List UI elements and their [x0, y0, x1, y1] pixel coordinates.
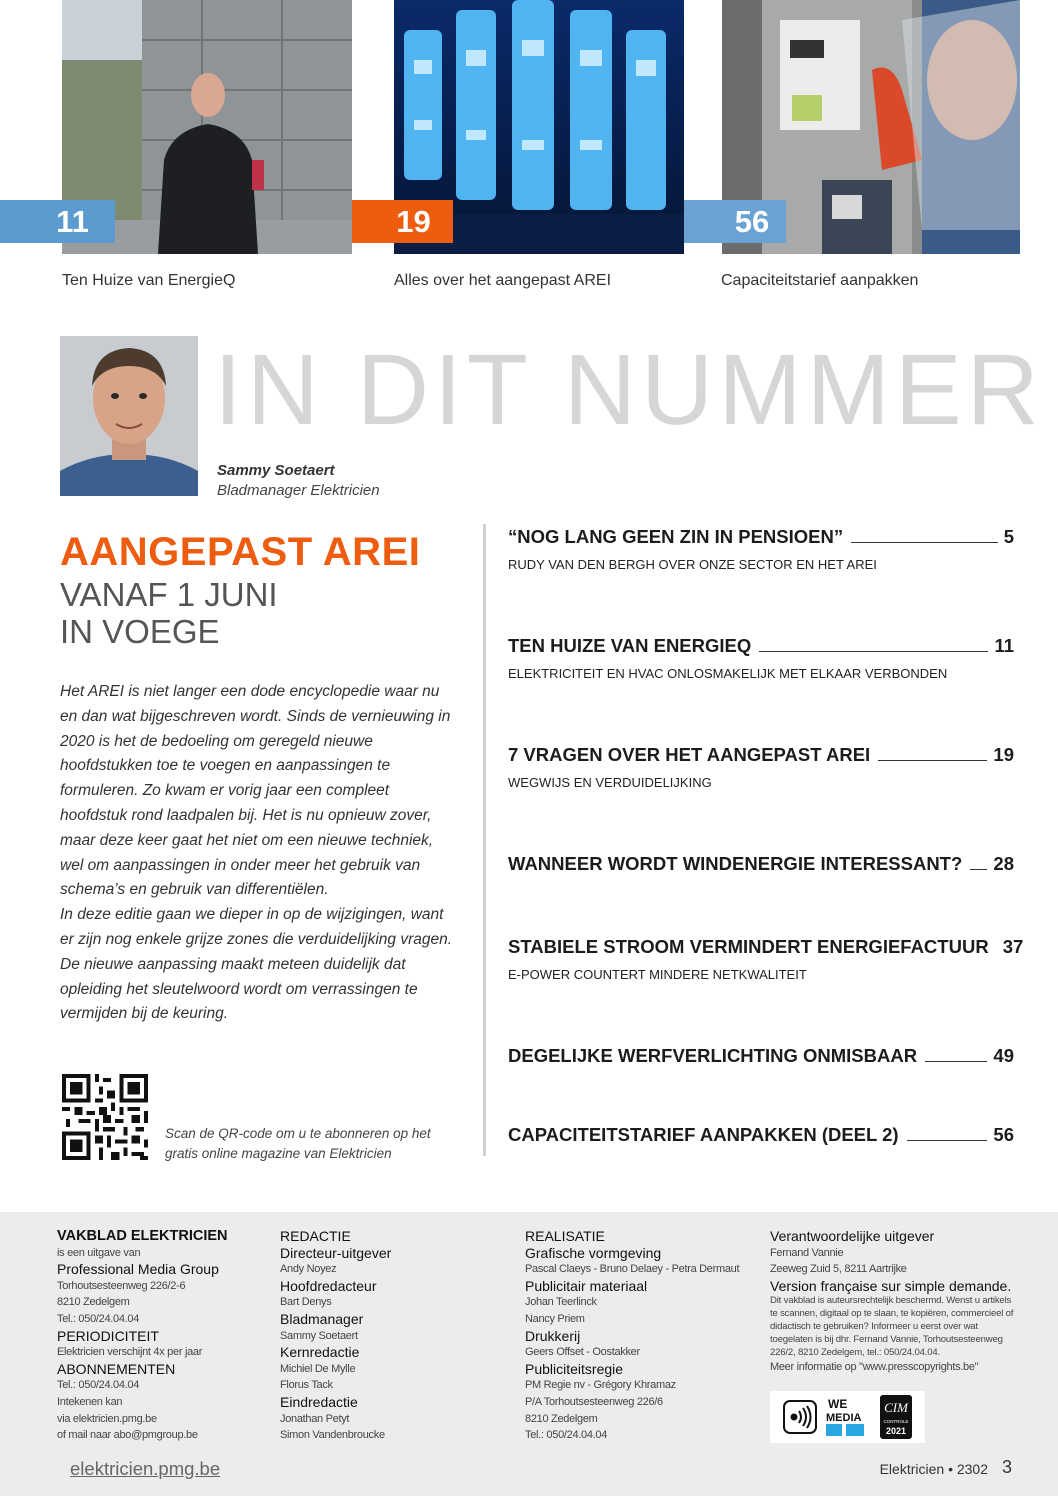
toc-item[interactable] [508, 1045, 1014, 1067]
colophon-text: 8210 Zedelgem [57, 1296, 130, 1309]
member-logos [770, 1391, 925, 1443]
colophon-text: Nancy Priem [525, 1312, 585, 1325]
colophon-text: Jonathan Petyt [280, 1412, 350, 1425]
badge-page-56: 56 [684, 200, 786, 243]
colophon-role: Publiciteitsregie [525, 1360, 624, 1377]
colophon-role: Hoofdredacteur [280, 1277, 377, 1294]
feature-subline [60, 576, 278, 650]
issue-label: Elektricien • 2302 [879, 1461, 988, 1477]
editor-role: Bladmanager Elektricien [217, 482, 380, 499]
colophon [0, 1212, 1058, 1496]
colophon-role: Grafische vormgeving [525, 1244, 662, 1261]
feature-subline-2: IN VOEGE [60, 613, 220, 650]
toc-item[interactable] [508, 853, 1014, 875]
column-divider [483, 524, 486, 1156]
qr-caption: Scan de QR-code om u te abonneren op het gratis online magazine van Elektricien [165, 1126, 431, 1161]
colophon-heading: PERIODICITEIT [57, 1327, 159, 1344]
toc-item[interactable] [508, 1124, 1014, 1146]
colophon-heading: ABONNEMENTEN [57, 1360, 176, 1377]
colophon-text: Tel.: 050/24.04.04 [525, 1429, 608, 1442]
feature-subline-1: VANAF 1 JUNI [60, 576, 278, 613]
cim-logo-icon [880, 1395, 912, 1439]
colophon-text: Zeeweg Zuid 5, 8211 Aartrijke [770, 1263, 907, 1276]
toc-title: STABIELE STROOM VERMINDERT ENERGIEFACTUUR [508, 936, 989, 957]
toc-title: “NOG LANG GEEN ZIN IN PENSIOEN” [508, 526, 844, 547]
editor-portrait [60, 336, 198, 496]
colophon-publisher [57, 1228, 228, 1444]
we-media-logo-icon [826, 1396, 870, 1438]
toc-page: 5 [1003, 526, 1014, 547]
we-media-logo-media: MEDIA [826, 1412, 862, 1424]
audio-logo-icon [783, 1400, 817, 1434]
colophon-text: Simon Vandenbroucke [280, 1429, 385, 1442]
colophon-text: Tel.: 050/24.04.04 [57, 1379, 140, 1392]
colophon-text: Bart Denys [280, 1296, 332, 1309]
colophon-text: Florus Tack [280, 1379, 333, 1392]
colophon-text: Andy Noyez [280, 1263, 337, 1276]
colophon-text: Elektricien verschijnt 4x per jaar [57, 1346, 203, 1359]
toc-title: TEN HUIZE VAN ENERGIEQ [508, 635, 752, 656]
toc-item[interactable] [508, 744, 1014, 790]
lead-paragraph-1: Het AREI is niet langer een dode encyclopedie waar nu en dan wat bijgeschreven wordt. Sinds de vernieuwing in 2020 is het de bedoeling om geregeld nieuwe hoofdstukken toe te voegen en aanpassingen te formuleren. Zo kwam er vorig jaar een compleet hoofdstuk rond laadpalen bij. Het is nu opnieuw zover, maar deze keer gaat het niet om een nieuwe techniek, wel om aanpassingen in onder meer het gebruik van schema’s en gebruik van differentiëlen. [60, 683, 451, 899]
toc-page: 49 [993, 1045, 1014, 1066]
toc-title: WANNEER WORDT WINDENERGIE INTERESSANT? [508, 853, 963, 874]
cim-logo-text: CIM [884, 1400, 909, 1415]
toc-item[interactable] [508, 936, 1024, 982]
colophon-role: Eindredactie [280, 1393, 358, 1410]
colophon-text: is een uitgave van [57, 1246, 141, 1259]
badge-page-11: 11 [0, 200, 115, 243]
colophon-title: VAKBLAD ELEKTRICIEN [57, 1228, 228, 1244]
lead-paragraph-2: In deze editie gaan we dieper in op de wijzigingen, want er zijn nog enkele grijze zones die verduidelijking vragen. [60, 906, 453, 948]
editor-name: Sammy Soetaert [217, 462, 335, 479]
toc-item[interactable] [508, 635, 1014, 681]
colophon-text: Professional Media Group [57, 1261, 219, 1278]
colophon-realisatie [525, 1228, 739, 1444]
colophon-uitgever [770, 1228, 1020, 1376]
feature-headline: AANGEPAST AREI [60, 530, 421, 574]
colophon-text: Sammy Soetaert [280, 1329, 358, 1342]
colophon-role: Kernredactie [280, 1344, 360, 1361]
toc-title: 7 VRAGEN OVER HET AANGEPAST AREI [508, 744, 871, 765]
colophon-link[interactable]: Meer informatie op "www.presscopyrights.be" [770, 1361, 979, 1374]
cim-logo-year: 2021 [886, 1426, 907, 1436]
colophon-text: 8210 Zedelgem [525, 1412, 598, 1425]
toc-subtitle: ELEKTRICITEIT EN HVAC ONLOSMAKELIJK MET ELKAAR VERBONDEN [508, 666, 948, 681]
lead-paragraph-3: De nieuwe aanpassing maakt meteen duidelijk dat opleiding het sleutelwoord wordt om verrassingen te vermijden bij de keuring. [60, 955, 418, 1023]
toc-page: 37 [1002, 936, 1024, 957]
we-media-logo-we: WE [828, 1397, 848, 1411]
badge-page-19: 19 [352, 200, 453, 243]
feature-lead [60, 680, 460, 1027]
toc-page: 28 [993, 853, 1014, 874]
toc-subtitle: E-POWER COUNTERT MINDERE NETKWALITEIT [508, 967, 807, 982]
colophon-role: Drukkerij [525, 1327, 581, 1344]
colophon-heading: REDACTIE [280, 1228, 351, 1244]
colophon-text: Tel.: 050/24.04.04 [57, 1312, 140, 1325]
colophon-redactie [280, 1228, 391, 1444]
toc-page: 19 [993, 744, 1014, 765]
colophon-text: Geers Offset - Oostakker [525, 1346, 640, 1359]
colophon-text: Torhoutsesteenweg 226/2-6 [57, 1279, 186, 1292]
subscribe-qr-code[interactable] [62, 1074, 148, 1160]
colophon-role: Publicitair materiaal [525, 1277, 648, 1294]
colophon-text: Michiel De Mylle [280, 1362, 356, 1375]
colophon-text: Johan Teerlinck [525, 1296, 597, 1309]
section-title: IN DIT NUMMER [214, 334, 1044, 446]
colophon-heading: REALISATIE [525, 1228, 605, 1244]
caption-capaciteitstarief: Capaciteitstarief aanpakken [721, 272, 919, 289]
caption-arei: Alles over het aangepast AREI [394, 272, 612, 289]
toc-item[interactable] [508, 526, 1014, 572]
caption-energieq: Ten Huize van EnergieQ [62, 272, 236, 289]
toc-subtitle: RUDY VAN DEN BERGH OVER ONZE SECTOR EN HET AREI [508, 557, 877, 572]
website-link[interactable]: elektricien.pmg.be [70, 1458, 221, 1479]
colophon-role: Version française sur simple demande. [770, 1277, 1012, 1294]
toc-page: 56 [993, 1124, 1014, 1145]
cim-logo-controle: CONTROLE [883, 1419, 909, 1424]
colophon-link[interactable]: via elektricien.pmg.be [57, 1412, 157, 1425]
colophon-text: PM Regie nv - Grégory Khramaz [525, 1379, 676, 1392]
toc-subtitle: WEGWIJS EN VERDUIDELIJKING [508, 775, 712, 790]
colophon-email[interactable]: of mail naar abo@pmgroup.be [57, 1429, 198, 1442]
colophon-text: P/A Torhoutsesteenweg 226/6 [525, 1395, 663, 1408]
colophon-heading: Verantwoordelijke uitgever [770, 1228, 935, 1244]
toc-title: CAPACITEITSTARIEF AANPAKKEN (DEEL 2) [508, 1124, 899, 1145]
colophon-text: Intekenen kan [57, 1395, 123, 1408]
colophon-role: Directeur-uitgever [280, 1244, 392, 1261]
page-number: 3 [1002, 1457, 1013, 1477]
colophon-text: Pascal Claeys - Bruno Delaey - Petra Dermaut [525, 1263, 740, 1276]
colophon-legal: Dit vakblad is auteursrechtelijk beschermd. Wenst u artikels te scannen, digitaal op te slaan, te kopiëren, commercieel of didactisch te gebruiken? Informeer u eerst over wat toegelaten is bij dhr. Fernand Vannie, Torhoutsesteenweg 226/2, 8210 Zedelgem, tel.: 050/24.04.04. [770, 1295, 1014, 1359]
toc-page: 11 [994, 635, 1014, 656]
colophon-text: Fernand Vannie [770, 1246, 844, 1259]
toc-title: DEGELIJKE WERFVERLICHTING ONMISBAAR [508, 1045, 918, 1066]
colophon-role: Bladmanager [280, 1310, 364, 1327]
